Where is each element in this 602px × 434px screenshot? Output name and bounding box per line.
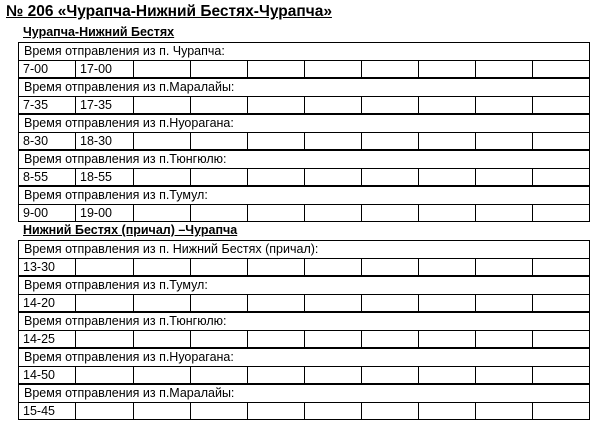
section-heading-outbound: Чурапча-Нижний Бестях: [23, 25, 175, 39]
empty-cell: [248, 367, 305, 383]
stop-label: Время отправления из п.Тюнгюлю:: [18, 312, 590, 330]
times-row: [18, 132, 590, 150]
empty-cell: [191, 169, 248, 185]
empty-cell: [476, 331, 533, 347]
empty-cell: [305, 97, 362, 113]
empty-cell: [134, 169, 191, 185]
stop-block: [18, 348, 590, 384]
time-cell: 9-00: [19, 205, 76, 221]
time-cell: 19-00: [76, 205, 134, 221]
stop-block: [18, 78, 590, 114]
time-cell: 7-00: [19, 61, 76, 77]
empty-cell: [305, 295, 362, 311]
empty-cell: [362, 403, 419, 419]
stop-block: [18, 384, 590, 420]
empty-cell: [305, 169, 362, 185]
time-cell: 17-35: [76, 97, 134, 113]
stop-block: [18, 114, 590, 150]
empty-cell: [305, 367, 362, 383]
empty-cell: [191, 133, 248, 149]
empty-cell: [419, 61, 476, 77]
times-row: [18, 330, 590, 348]
empty-cell: [419, 97, 476, 113]
stop-block: [18, 312, 590, 348]
times-row: [18, 204, 590, 222]
empty-cell: [191, 259, 248, 275]
empty-cell: [248, 205, 305, 221]
empty-cell: [362, 295, 419, 311]
empty-cell: [134, 133, 191, 149]
empty-cell: [476, 61, 533, 77]
empty-cell: [134, 331, 191, 347]
empty-cell: [76, 403, 134, 419]
empty-cell: [191, 403, 248, 419]
empty-cell: [134, 403, 191, 419]
empty-cell: [476, 169, 533, 185]
section-heading-return: Нижний Бестях (причал) –Чурапча: [23, 223, 238, 237]
time-cell: 14-50: [19, 367, 76, 383]
empty-cell: [419, 331, 476, 347]
empty-cell: [76, 259, 134, 275]
empty-cell: [305, 331, 362, 347]
time-cell: 14-25: [19, 331, 76, 347]
time-cell: 7-35: [19, 97, 76, 113]
stop-block: [18, 186, 590, 222]
empty-cell: [248, 133, 305, 149]
empty-cell: [305, 259, 362, 275]
time-cell: 14-20: [19, 295, 76, 311]
time-cell: 17-00: [76, 61, 134, 77]
empty-cell: [305, 205, 362, 221]
empty-cell: [134, 61, 191, 77]
stop-label: Время отправления из п.Нуорагана:: [18, 348, 590, 366]
empty-cell: [362, 61, 419, 77]
empty-cell: [476, 259, 533, 275]
empty-cell: [419, 205, 476, 221]
empty-cell: [248, 61, 305, 77]
stop-block: [18, 150, 590, 186]
times-row: [18, 402, 590, 420]
empty-cell: [248, 403, 305, 419]
time-cell: 8-30: [19, 133, 76, 149]
times-row: [18, 168, 590, 186]
stop-label: Время отправления из п.Тумул:: [18, 186, 590, 204]
empty-cell: [191, 97, 248, 113]
empty-cell: [305, 133, 362, 149]
empty-cell: [362, 97, 419, 113]
schedule-page: [18, 24, 590, 420]
empty-cell: [305, 403, 362, 419]
empty-cell: [191, 331, 248, 347]
times-row: [18, 96, 590, 114]
stop-label: Время отправления из п.Нуорагана:: [18, 114, 590, 132]
empty-cell: [419, 295, 476, 311]
stop-label: Время отправления из п.Маралайы:: [18, 78, 590, 96]
empty-cell: [248, 259, 305, 275]
empty-cell: [134, 295, 191, 311]
empty-cell: [362, 133, 419, 149]
times-row: [18, 294, 590, 312]
empty-cell: [419, 367, 476, 383]
empty-cell: [134, 205, 191, 221]
empty-cell: [248, 331, 305, 347]
time-cell: 8-55: [19, 169, 76, 185]
empty-cell: [134, 97, 191, 113]
empty-cell: [191, 205, 248, 221]
empty-cell: [191, 295, 248, 311]
time-cell: 18-30: [76, 133, 134, 149]
empty-cell: [476, 133, 533, 149]
times-row: [18, 258, 590, 276]
empty-cell: [248, 169, 305, 185]
empty-cell: [362, 259, 419, 275]
empty-cell: [533, 61, 589, 77]
empty-cell: [533, 331, 589, 347]
empty-cell: [76, 295, 134, 311]
empty-cell: [76, 331, 134, 347]
empty-cell: [533, 259, 589, 275]
empty-cell: [191, 61, 248, 77]
times-row: [18, 60, 590, 78]
empty-cell: [533, 97, 589, 113]
stop-label: Время отправления из п.Тюнгюлю:: [18, 150, 590, 168]
empty-cell: [362, 169, 419, 185]
empty-cell: [476, 97, 533, 113]
empty-cell: [134, 259, 191, 275]
empty-cell: [191, 367, 248, 383]
empty-cell: [419, 259, 476, 275]
empty-cell: [533, 367, 589, 383]
time-cell: 13-30: [19, 259, 76, 275]
empty-cell: [248, 295, 305, 311]
stop-label: Время отправления из п. Чурапча:: [18, 42, 590, 60]
time-cell: 18-55: [76, 169, 134, 185]
stop-block: [18, 240, 590, 276]
stop-label: Время отправления из п.Маралайы:: [18, 384, 590, 402]
empty-cell: [476, 403, 533, 419]
empty-cell: [134, 367, 191, 383]
stop-block: [18, 42, 590, 78]
empty-cell: [248, 97, 305, 113]
empty-cell: [419, 403, 476, 419]
empty-cell: [362, 331, 419, 347]
empty-cell: [419, 133, 476, 149]
empty-cell: [419, 169, 476, 185]
stop-block: [18, 276, 590, 312]
empty-cell: [533, 403, 589, 419]
empty-cell: [533, 169, 589, 185]
stop-label: Время отправления из п. Нижний Бестях (причал):: [18, 240, 590, 258]
empty-cell: [476, 295, 533, 311]
stop-label: Время отправления из п.Тумул:: [18, 276, 590, 294]
document-title: № 206 «Чурапча-Нижний Бестях-Чурапча»: [6, 3, 332, 20]
time-cell: 15-45: [19, 403, 76, 419]
empty-cell: [362, 367, 419, 383]
times-row: [18, 366, 590, 384]
empty-cell: [476, 205, 533, 221]
empty-cell: [76, 367, 134, 383]
empty-cell: [533, 295, 589, 311]
empty-cell: [305, 61, 362, 77]
empty-cell: [476, 367, 533, 383]
empty-cell: [533, 205, 589, 221]
empty-cell: [533, 133, 589, 149]
empty-cell: [362, 205, 419, 221]
